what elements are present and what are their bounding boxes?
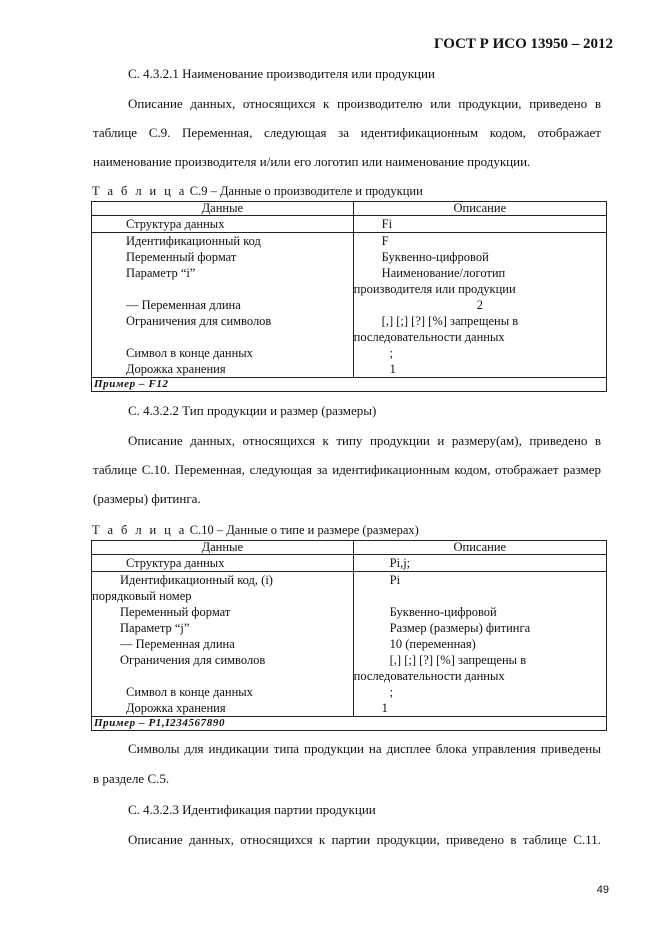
cell-data: Идентификационный код bbox=[126, 234, 261, 248]
cell-data: — Переменная длина bbox=[126, 298, 241, 312]
paragraph-line: наименование производителя и/или его логотип или наименование продукции. bbox=[93, 154, 531, 169]
cell-data: — Переменная длина bbox=[120, 637, 235, 651]
page-number: 49 bbox=[596, 884, 609, 896]
cell-description: 1 bbox=[381, 701, 388, 715]
cell-data: Дорожка хранения bbox=[126, 362, 226, 376]
cell-data-continued: порядковый номер bbox=[92, 589, 192, 603]
table-c9 bbox=[91, 201, 607, 392]
cell-data: Параметр “j” bbox=[120, 621, 190, 635]
column-header-data: Данные bbox=[92, 202, 354, 216]
table-example-row bbox=[92, 717, 607, 731]
cell-description: Pi,j; bbox=[389, 556, 411, 570]
paragraph-line: (размеры) фитинга. bbox=[93, 491, 201, 506]
table-header-row bbox=[92, 541, 607, 555]
caption-prefix: Т а б л и ц а bbox=[92, 523, 187, 537]
paragraph-line: таблице С.10. Переменная, следующая за идентификационным кодом, отображает размер bbox=[93, 462, 601, 477]
table-header-row bbox=[92, 202, 607, 216]
paragraph-line: в разделе С.5. bbox=[93, 771, 170, 786]
document-header: ГОСТ Р ИСО 13950 – 2012 bbox=[434, 36, 613, 52]
cell-data: Структура данных bbox=[126, 217, 225, 231]
paragraph-line: Описание данных, относящихся к партии продукции, приведено в таблице С.11. bbox=[128, 832, 601, 847]
cell-description: ; bbox=[389, 346, 394, 360]
table-row bbox=[92, 345, 607, 361]
table-row bbox=[92, 265, 607, 297]
cell-description: [,] [;] [?] [%] запрещены в bbox=[381, 314, 519, 328]
column-header-description: Описание bbox=[353, 202, 606, 216]
cell-data: Ограничения для символов bbox=[120, 653, 266, 667]
cell-description: 1 bbox=[389, 362, 396, 376]
cell-data: Символ в конце данных bbox=[126, 685, 253, 699]
cell-description: ; bbox=[389, 685, 394, 699]
cell-data: Ограничения для символов bbox=[126, 314, 272, 328]
table-row bbox=[92, 297, 607, 313]
table-row bbox=[92, 361, 607, 378]
table-example: Пример – F12 bbox=[92, 378, 607, 392]
table-row bbox=[92, 700, 607, 717]
table-row bbox=[92, 216, 607, 233]
section-heading-4-3-2-3: С. 4.3.2.3 Идентификация партии продукции bbox=[128, 802, 376, 817]
table-row bbox=[92, 313, 607, 345]
table-row bbox=[92, 636, 607, 652]
cell-description: [,] [;] [?] [%] запрещены в bbox=[389, 653, 527, 667]
caption-prefix: Т а б л и ц а bbox=[92, 184, 187, 198]
paragraph-line: Описание данных, относящихся к производителю или продукции, приведено в bbox=[128, 96, 601, 111]
caption-text: С.9 – Данные о производителе и продукции bbox=[186, 184, 423, 198]
cell-data: Структура данных bbox=[126, 556, 225, 570]
cell-data: Идентификационный код, (i) bbox=[120, 573, 273, 587]
cell-data: Переменный формат bbox=[126, 250, 237, 264]
cell-description: 2 bbox=[476, 298, 483, 312]
table-row bbox=[92, 572, 607, 605]
cell-data: Символ в конце данных bbox=[126, 346, 253, 360]
table-example-row bbox=[92, 378, 607, 392]
table-caption-c9 bbox=[92, 184, 423, 199]
table-example: Пример – P1,I234567890 bbox=[92, 717, 607, 731]
cell-description: Наименование/логотип bbox=[381, 266, 506, 280]
cell-data: Параметр “i” bbox=[126, 266, 196, 280]
table-row bbox=[92, 233, 607, 250]
cell-data: Переменный формат bbox=[120, 605, 231, 619]
table-row bbox=[92, 604, 607, 620]
cell-data: Дорожка хранения bbox=[126, 701, 226, 715]
table-c10 bbox=[91, 540, 607, 731]
paragraph-line: таблице С.9. Переменная, следующая за идентификационным кодом, отображает bbox=[93, 125, 601, 140]
cell-description-continued: производителя или продукции bbox=[353, 282, 516, 296]
table-row bbox=[92, 684, 607, 700]
table-row bbox=[92, 652, 607, 684]
section-heading-4-3-2-1: С. 4.3.2.1 Наименование производителя или продукции bbox=[128, 66, 435, 81]
table-row bbox=[92, 620, 607, 636]
column-header-description: Описание bbox=[353, 541, 606, 555]
table-caption-c10 bbox=[92, 523, 419, 538]
cell-description: Fi bbox=[381, 217, 393, 231]
column-header-data: Данные bbox=[92, 541, 354, 555]
table-row bbox=[92, 249, 607, 265]
cell-description: Размер (размеры) фитинга bbox=[389, 621, 531, 635]
table-row bbox=[92, 555, 607, 572]
paragraph-line: Символы для индикации типа продукции на дисплее блока управления приведены bbox=[128, 741, 601, 756]
section-heading-4-3-2-2: С. 4.3.2.2 Тип продукции и размер (размеры) bbox=[128, 403, 377, 418]
cell-description-continued: последовательности данных bbox=[353, 330, 505, 344]
cell-description-continued: последовательности данных bbox=[353, 669, 505, 683]
cell-description: 10 (переменная) bbox=[389, 637, 476, 651]
cell-description: Буквенно-цифровой bbox=[381, 250, 489, 264]
cell-description: Pi bbox=[389, 573, 401, 587]
paragraph-line: Описание данных, относящихся к типу продукции и размеру(ам), приведено в bbox=[128, 433, 601, 448]
caption-text: С.10 – Данные о типе и размере (размерах) bbox=[186, 523, 419, 537]
cell-description: Буквенно-цифровой bbox=[389, 605, 497, 619]
cell-description: F bbox=[381, 234, 389, 248]
